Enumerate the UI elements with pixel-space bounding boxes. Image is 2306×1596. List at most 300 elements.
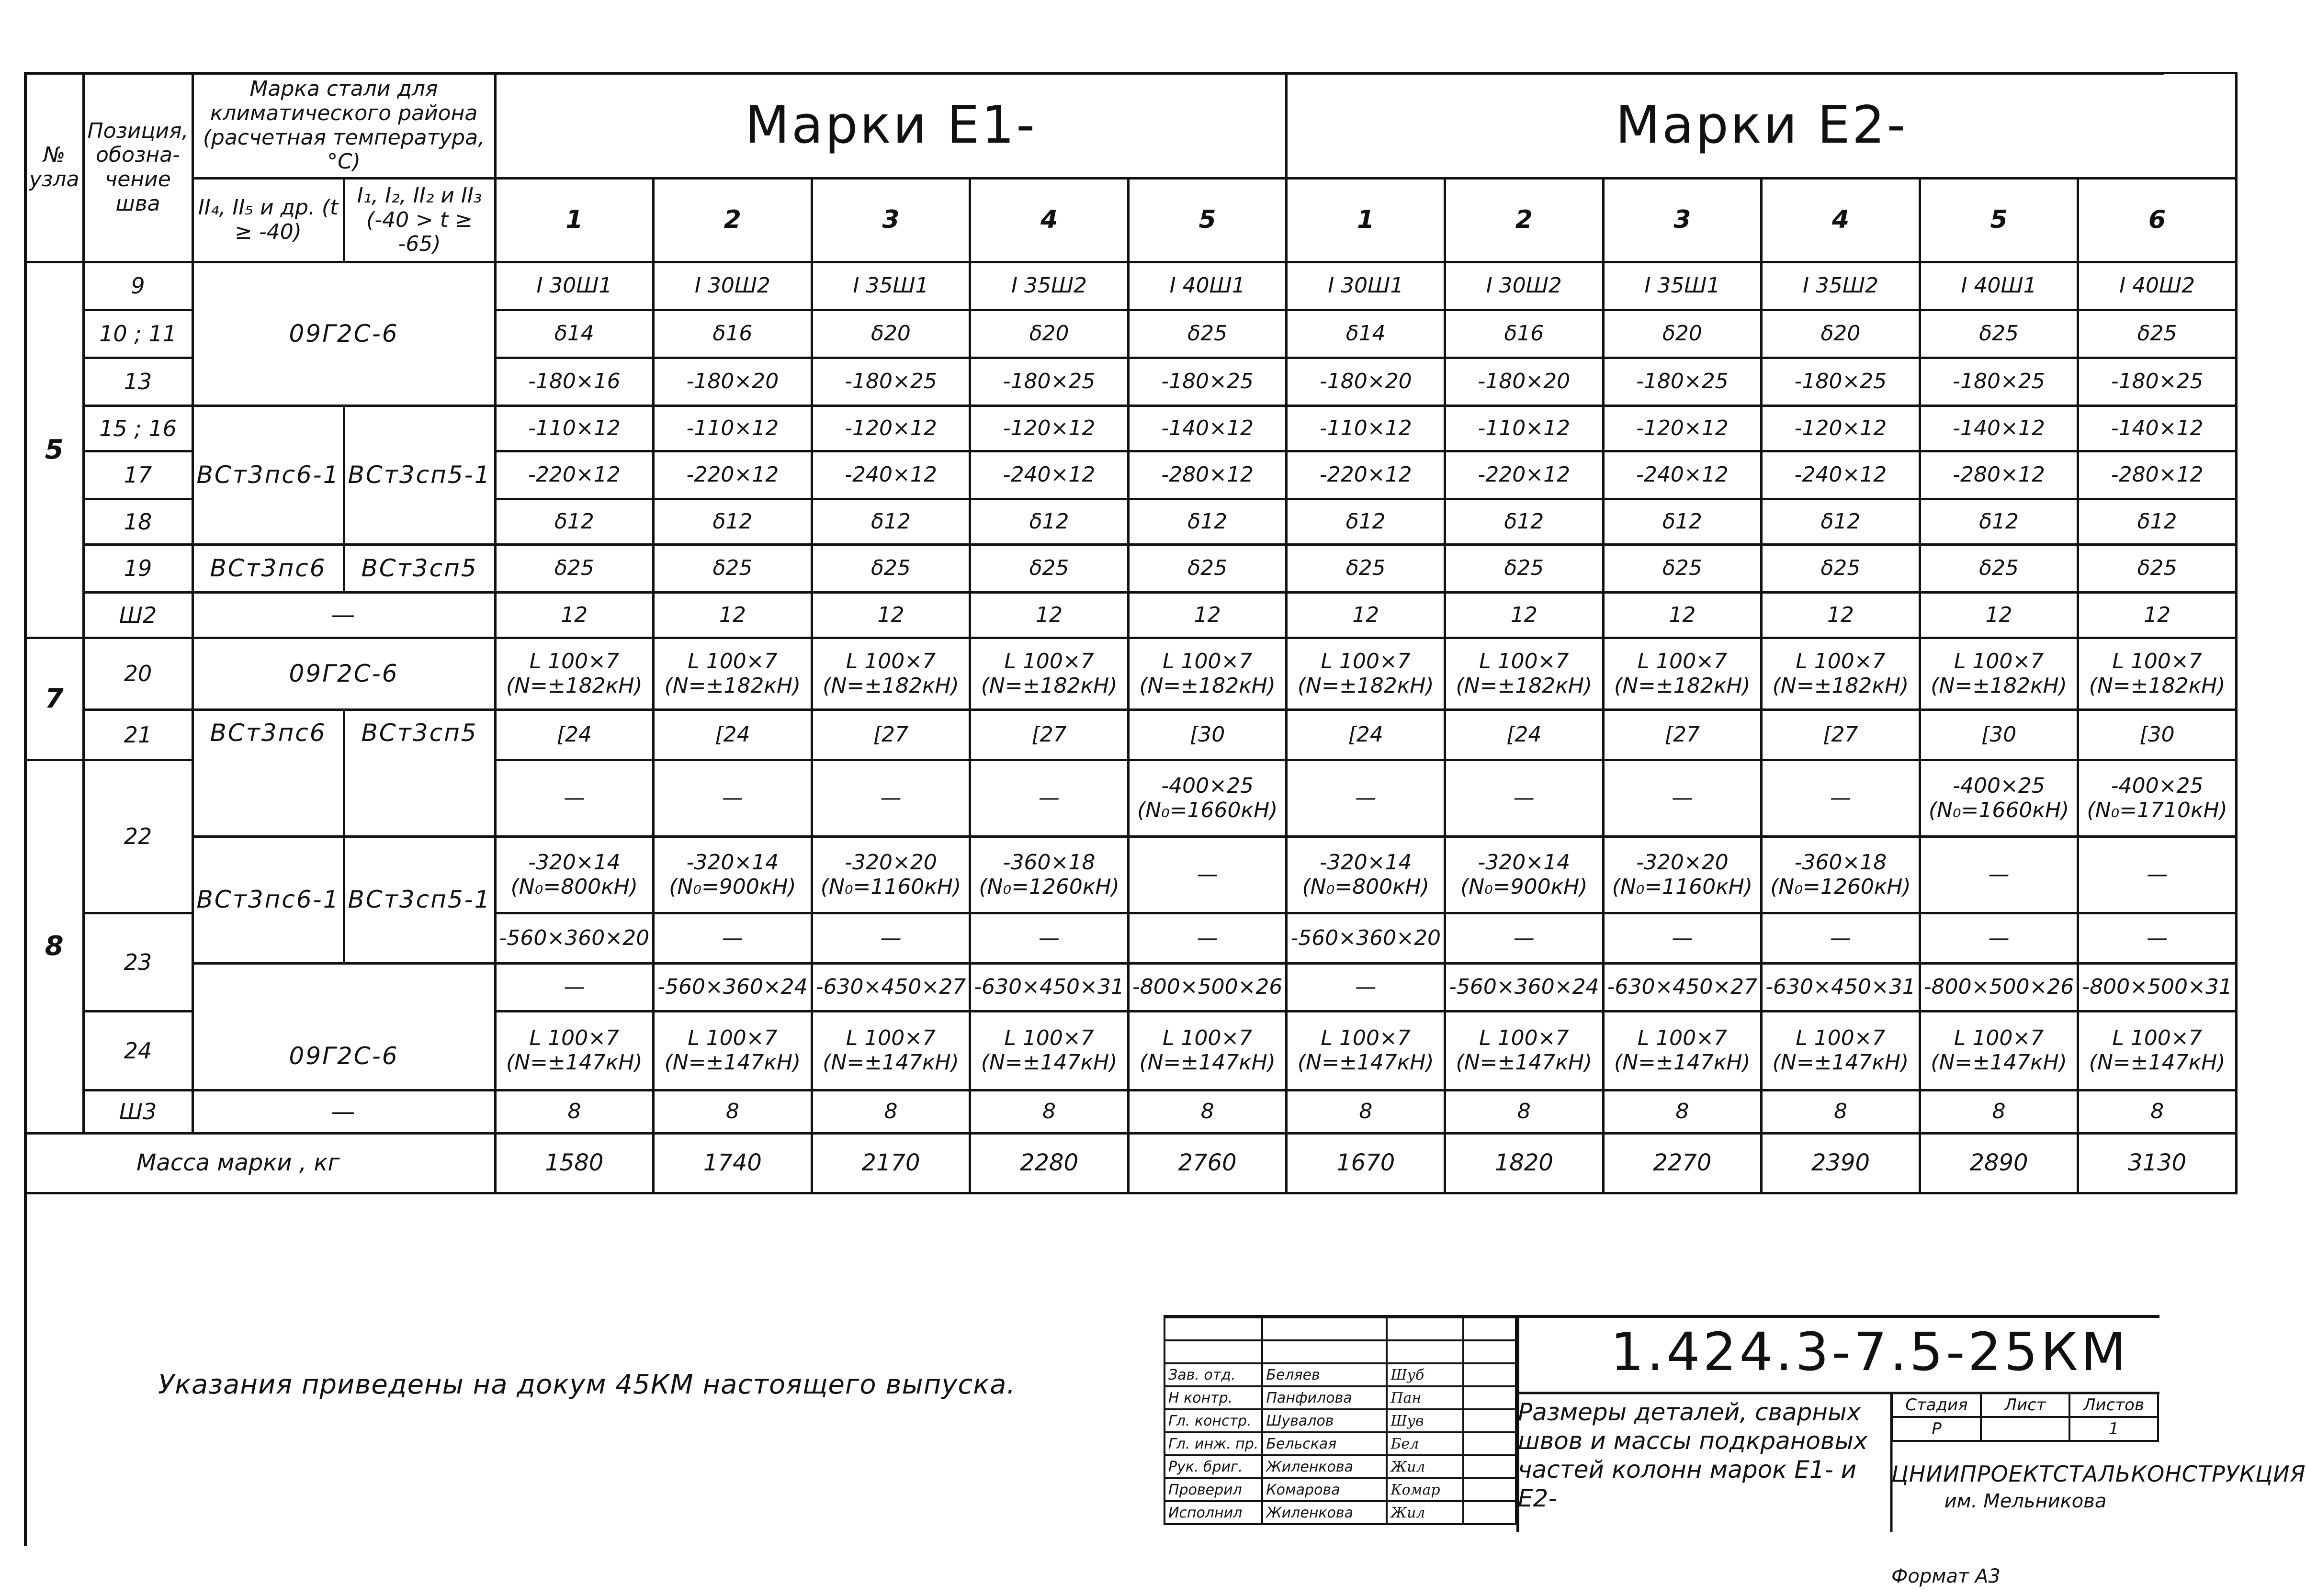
- plate: -320×14: [1478, 850, 1571, 875]
- header-marka-e2: Марки Е2-: [1287, 73, 2236, 179]
- plate: —: [722, 786, 743, 810]
- profile: L 100×7: [1954, 1026, 2044, 1051]
- steel-grade: 09Г2С-6: [192, 964, 495, 1090]
- force: (N₀=1160кН): [1612, 874, 1753, 899]
- cell: -630×450×27: [812, 964, 970, 1012]
- cell: [1603, 1012, 1762, 1090]
- cell: 12: [970, 593, 1129, 638]
- cell: -280×12: [2078, 451, 2237, 499]
- plate: -400×25: [1953, 773, 2045, 798]
- mass-value: 2170: [812, 1134, 970, 1193]
- plate: —: [1355, 786, 1377, 810]
- position: 24: [83, 1012, 192, 1090]
- cell: δ12: [1287, 499, 1445, 545]
- force: (N=±147кН): [2089, 1050, 2226, 1075]
- plate: —: [1513, 786, 1535, 810]
- cell: δ12: [2078, 499, 2237, 545]
- cell: —: [2078, 913, 2237, 964]
- header-node: № узла: [25, 73, 84, 262]
- cell: -110×12: [654, 406, 812, 451]
- cell: [24: [1287, 710, 1445, 760]
- cell: -220×12: [654, 451, 812, 499]
- cell: [1762, 760, 1920, 837]
- sheets-value: 1: [2069, 1417, 2158, 1441]
- cell: δ25: [970, 545, 1129, 593]
- cell: -800×500×26: [1128, 964, 1287, 1012]
- cell: δ12: [1762, 499, 1920, 545]
- cell: [24: [495, 710, 654, 760]
- plate: -320×14: [528, 850, 621, 875]
- cell: —: [1287, 964, 1445, 1012]
- profile: L 100×7: [1479, 1026, 1569, 1051]
- cell: [30: [1920, 710, 2078, 760]
- signature-grid: [1164, 1316, 1517, 1525]
- signature: Шув: [1387, 1409, 1463, 1432]
- cell: -120×12: [1603, 406, 1762, 451]
- cell: [1287, 837, 1445, 913]
- position: 15 ; 16: [83, 406, 192, 451]
- cell: [970, 1012, 1129, 1090]
- cell: -180×25: [2078, 358, 2237, 406]
- position: 22: [83, 760, 192, 913]
- steel-grade-col2: ВСт3сп5-1: [344, 406, 495, 545]
- cell: -180×25: [1920, 358, 2078, 406]
- cell: [1762, 638, 1920, 710]
- cell: —: [495, 964, 654, 1012]
- signature: Пан: [1387, 1386, 1463, 1409]
- force: (N=±147кН): [1614, 1050, 1751, 1075]
- cell: -220×12: [1287, 451, 1445, 499]
- force: (N=±182кН): [823, 673, 959, 698]
- cell: -110×12: [1445, 406, 1604, 451]
- stage-value: Р: [1892, 1417, 1981, 1441]
- force: (N=±182кН): [981, 673, 1118, 698]
- cell: 8: [970, 1090, 1129, 1134]
- position: 23: [83, 913, 192, 1012]
- force: (N=±147кН): [1139, 1050, 1276, 1075]
- cell: -180×25: [812, 358, 970, 406]
- cell: I 30Ш2: [654, 262, 812, 310]
- cell: -630×450×31: [970, 964, 1129, 1012]
- force: (N=±182кН): [664, 673, 801, 698]
- cell: [1445, 638, 1604, 710]
- profile: L 100×7: [1004, 649, 1094, 674]
- cell: -220×12: [1445, 451, 1604, 499]
- plate: —: [1988, 862, 2010, 887]
- cell: [654, 638, 812, 710]
- cell: I 30Ш2: [1445, 262, 1604, 310]
- cell: 12: [1603, 593, 1762, 638]
- cell: [1445, 760, 1604, 837]
- cell: -560×360×20: [1287, 913, 1445, 964]
- force: (N=±147кН): [1931, 1050, 2067, 1075]
- force: (N₀=1710кН): [2087, 798, 2227, 822]
- cell: -180×25: [1762, 358, 1920, 406]
- cell: [30: [2078, 710, 2237, 760]
- profile: L 100×7: [846, 1026, 936, 1051]
- cell: -280×12: [1128, 451, 1287, 499]
- col-e2-2: 2: [1445, 179, 1604, 262]
- role: Гл. инж. пр.: [1164, 1432, 1262, 1455]
- cell: I 35Ш2: [970, 262, 1129, 310]
- cell: -180×25: [970, 358, 1129, 406]
- organization-sub: им. Мельникова: [1944, 1490, 2107, 1512]
- position: Ш3: [83, 1090, 192, 1134]
- table-row: [25, 710, 2237, 760]
- mass-value: 1740: [654, 1134, 812, 1193]
- force: (N₀=900кН): [1460, 874, 1588, 899]
- cell: —: [1762, 913, 1920, 964]
- cell: -560×360×24: [654, 964, 812, 1012]
- role: Проверил: [1164, 1478, 1262, 1501]
- position: 13: [83, 358, 192, 406]
- cell: 12: [495, 593, 654, 638]
- force: (N₀=1160кН): [820, 874, 961, 899]
- cell: I 30Ш1: [1287, 262, 1445, 310]
- plate: -400×25: [1161, 773, 1254, 798]
- cell: [1603, 638, 1762, 710]
- force: (N₀=800кН): [1302, 874, 1429, 899]
- table-row: [25, 593, 2237, 638]
- table-row: [25, 964, 2237, 1012]
- profile: L 100×7: [688, 1026, 778, 1051]
- cell: 8: [1920, 1090, 2078, 1134]
- cell: [1920, 1012, 2078, 1090]
- cell: -630×450×27: [1603, 964, 1762, 1012]
- cell: -140×12: [2078, 406, 2237, 451]
- col-e1-5: 5: [1128, 179, 1287, 262]
- cell: -120×12: [812, 406, 970, 451]
- cell: [495, 760, 654, 837]
- cell: [812, 1012, 970, 1090]
- profile: L 100×7: [1637, 1026, 1728, 1051]
- position: 18: [83, 499, 192, 545]
- cell: [970, 837, 1129, 913]
- cell: [495, 1012, 654, 1090]
- cell: I 35Ш1: [812, 262, 970, 310]
- mass-value: 2760: [1128, 1134, 1287, 1193]
- cell: -120×12: [970, 406, 1129, 451]
- cell: -240×12: [970, 451, 1129, 499]
- plate: —: [1197, 862, 1218, 887]
- cell: [495, 638, 654, 710]
- profile: L 100×7: [1796, 1026, 1886, 1051]
- cell: δ12: [1920, 499, 2078, 545]
- col-e1-4: 4: [970, 179, 1129, 262]
- mass-value: 3130: [2078, 1134, 2237, 1193]
- header-steel-grade: Марка стали для климатического района (расчетная температура, °C): [192, 73, 495, 179]
- cell: I 40Ш2: [2078, 262, 2237, 310]
- position: 21: [83, 710, 192, 760]
- cell: -180×25: [1128, 358, 1287, 406]
- table-row: [25, 1090, 2237, 1134]
- cell: —: [1445, 913, 1604, 964]
- force: (N₀=900кН): [669, 874, 796, 899]
- mass-value: 1670: [1287, 1134, 1445, 1193]
- cell: -560×360×24: [1445, 964, 1604, 1012]
- force: (N=±182кН): [1614, 673, 1751, 698]
- name: Панфилова: [1262, 1386, 1387, 1409]
- cell: -800×500×31: [2078, 964, 2237, 1012]
- cell: δ14: [495, 310, 654, 358]
- cell: 8: [1603, 1090, 1762, 1134]
- role: Исполнил: [1164, 1501, 1262, 1524]
- cell: δ12: [654, 499, 812, 545]
- profile: L 100×7: [2112, 1026, 2202, 1051]
- cell: [27: [1762, 710, 1920, 760]
- cell: [1603, 837, 1762, 913]
- cell: [1128, 638, 1287, 710]
- cell: [1603, 760, 1762, 837]
- profile: L 100×7: [1321, 649, 1411, 674]
- plate: —: [1039, 786, 1060, 810]
- role: Гл. констр.: [1164, 1409, 1262, 1432]
- cell: δ25: [1762, 545, 1920, 593]
- cell: δ16: [1445, 310, 1604, 358]
- position: 17: [83, 451, 192, 499]
- spec-table: [24, 72, 2238, 1194]
- cell: —: [1128, 913, 1287, 964]
- cell: [1445, 1012, 1604, 1090]
- plate: -320×20: [1636, 850, 1729, 875]
- cell: 8: [1287, 1090, 1445, 1134]
- cell: δ25: [1287, 545, 1445, 593]
- cell: δ12: [970, 499, 1129, 545]
- organization-name: ЦНИИПРОЕКТСТАЛЬКОНСТРУКЦИЯ: [1891, 1461, 2306, 1487]
- cell: —: [1920, 913, 2078, 964]
- force: (N=±147кН): [1297, 1050, 1434, 1075]
- cell: δ14: [1287, 310, 1445, 358]
- position: Ш2: [83, 593, 192, 638]
- cell: δ16: [654, 310, 812, 358]
- cell: -180×25: [1603, 358, 1762, 406]
- cell: 12: [654, 593, 812, 638]
- node-number: 8: [25, 760, 84, 1134]
- stage-sheet-table: [1891, 1392, 2159, 1442]
- position: 19: [83, 545, 192, 593]
- cell: -630×450×31: [1762, 964, 1920, 1012]
- mass-value: 2280: [970, 1134, 1129, 1193]
- cell: δ25: [2078, 545, 2237, 593]
- col-e1-2: 2: [654, 179, 812, 262]
- cell: —: [812, 913, 970, 964]
- cell: 8: [495, 1090, 654, 1134]
- cell: δ25: [1603, 545, 1762, 593]
- force: (N=±147кН): [981, 1050, 1118, 1075]
- force: (N=±182кН): [1456, 673, 1593, 698]
- force: (N=±147кН): [506, 1050, 643, 1075]
- table-row: [25, 638, 2237, 710]
- cell: δ12: [1445, 499, 1604, 545]
- signature: Шуб: [1387, 1363, 1463, 1386]
- cell: -140×12: [1128, 406, 1287, 451]
- cell: 12: [812, 593, 970, 638]
- steel-grade-col2: ВСт3сп5: [344, 545, 495, 593]
- cell: -110×12: [1287, 406, 1445, 451]
- cell: 8: [812, 1090, 970, 1134]
- cell: -180×20: [1287, 358, 1445, 406]
- cell: I 35Ш2: [1762, 262, 1920, 310]
- profile: L 100×7: [1321, 1026, 1411, 1051]
- node-number: 5: [25, 262, 84, 638]
- cell: [1287, 760, 1445, 837]
- steel-grade: 09Г2С-6: [192, 638, 495, 710]
- name: Жиленкова: [1262, 1455, 1387, 1478]
- stage-label: Стадия: [1892, 1393, 1981, 1417]
- force: (N=±147кН): [823, 1050, 959, 1075]
- profile: L 100×7: [2112, 649, 2202, 674]
- cell: [812, 638, 970, 710]
- cell: -280×12: [1920, 451, 2078, 499]
- profile: L 100×7: [1637, 649, 1728, 674]
- mass-value: 2270: [1603, 1134, 1762, 1193]
- cell: 12: [2078, 593, 2237, 638]
- name: Бельская: [1262, 1432, 1387, 1455]
- cell: 8: [1445, 1090, 1604, 1134]
- plate: -320×14: [686, 850, 779, 875]
- cell: [1920, 837, 2078, 913]
- sheet-label: Лист: [1981, 1393, 2069, 1417]
- cell: [1762, 837, 1920, 913]
- cell: [27: [1603, 710, 1762, 760]
- cell: -240×12: [1762, 451, 1920, 499]
- force: (N=±182кН): [1297, 673, 1434, 698]
- col-e2-6: 6: [2078, 179, 2237, 262]
- instructions-note: Указания приведены на докум 45КМ настоящего выпуска.: [158, 1369, 1016, 1400]
- cell: -110×12: [495, 406, 654, 451]
- document-code: 1.424.3-7.5-25КМ: [1610, 1321, 2129, 1382]
- cell: [30: [1128, 710, 1287, 760]
- table-row: [25, 406, 2237, 451]
- cell: [1128, 1012, 1287, 1090]
- profile: L 100×7: [529, 1026, 619, 1051]
- steel-grade-col1: ВСт3пс6-1: [192, 406, 344, 545]
- cell: [2078, 837, 2237, 913]
- header-steel-col1: II₄, II₅ и др. (t ≥ -40): [192, 179, 344, 262]
- cell: -240×12: [812, 451, 970, 499]
- col-e2-4: 4: [1762, 179, 1920, 262]
- cell: [1762, 1012, 1920, 1090]
- cell: [1920, 638, 2078, 710]
- steel-grade: —: [192, 593, 495, 638]
- steel-grade: —: [192, 1090, 495, 1134]
- cell: [1287, 638, 1445, 710]
- cell: 8: [654, 1090, 812, 1134]
- force: (N=±147кН): [664, 1050, 801, 1075]
- cell: —: [970, 913, 1129, 964]
- table-row: [25, 837, 2237, 913]
- cell: -180×20: [654, 358, 812, 406]
- plate: -360×18: [1003, 850, 1096, 875]
- cell: δ20: [1762, 310, 1920, 358]
- cell: δ20: [1603, 310, 1762, 358]
- plate: —: [1830, 786, 1851, 810]
- cell: -180×20: [1445, 358, 1604, 406]
- role: Зав. отд.: [1164, 1363, 1262, 1386]
- cell: [654, 760, 812, 837]
- cell: I 35Ш1: [1603, 262, 1762, 310]
- profile: L 100×7: [1162, 1026, 1253, 1051]
- cell: δ20: [970, 310, 1129, 358]
- cell: δ25: [2078, 310, 2237, 358]
- cell: -240×12: [1603, 451, 1762, 499]
- cell: [1287, 1012, 1445, 1090]
- header-position: Позиция, обозна-чение шва: [83, 73, 192, 262]
- mass-value: 2390: [1762, 1134, 1920, 1193]
- col-e2-3: 3: [1603, 179, 1762, 262]
- steel-grade-col1: ВСт3пс6: [192, 545, 344, 593]
- signature: Жил: [1387, 1501, 1463, 1524]
- col-e1-1: 1: [495, 179, 654, 262]
- cell: [2078, 638, 2237, 710]
- force: (N=±182кН): [1772, 673, 1909, 698]
- cell: 12: [1287, 593, 1445, 638]
- cell: 12: [1762, 593, 1920, 638]
- cell: δ12: [812, 499, 970, 545]
- cell: δ12: [1603, 499, 1762, 545]
- signature: Жил: [1387, 1455, 1463, 1478]
- header-marka-e1: Марки Е1-: [495, 73, 1287, 179]
- name: Комарова: [1262, 1478, 1387, 1501]
- mass-value: 1580: [495, 1134, 654, 1193]
- profile: L 100×7: [688, 649, 778, 674]
- cell: [654, 837, 812, 913]
- cell: -120×12: [1762, 406, 1920, 451]
- cell: I 40Ш1: [1920, 262, 2078, 310]
- cell: δ25: [1445, 545, 1604, 593]
- steel-grade-col2: ВСт3сп5: [344, 710, 495, 837]
- cell: [27: [970, 710, 1129, 760]
- cell: 8: [2078, 1090, 2237, 1134]
- format-label: Формат А3: [1891, 1565, 2001, 1587]
- mass-row: [25, 1134, 2237, 1193]
- mass-value: 1820: [1445, 1134, 1604, 1193]
- role: Н контр.: [1164, 1386, 1262, 1409]
- mass-value: 2890: [1920, 1134, 2078, 1193]
- cell: -180×16: [495, 358, 654, 406]
- cell: [27: [812, 710, 970, 760]
- cell: [24: [1445, 710, 1604, 760]
- profile: L 100×7: [1479, 649, 1569, 674]
- steel-grade-col1: ВСт3пс6: [192, 710, 344, 837]
- cell: [1920, 760, 2078, 837]
- sheets-label: Листов: [2069, 1393, 2158, 1417]
- cell: [970, 638, 1129, 710]
- header-steel-col2: I₁, I₂, II₂ и II₃ (-40 > t ≥ -65): [344, 179, 495, 262]
- cell: [495, 837, 654, 913]
- plate: -320×20: [845, 850, 937, 875]
- force: (N=±147кН): [1456, 1050, 1593, 1075]
- signature: Комар: [1387, 1478, 1463, 1501]
- cell: [654, 1012, 812, 1090]
- col-e2-5: 5: [1920, 179, 2078, 262]
- plate: —: [1672, 786, 1693, 810]
- profile: L 100×7: [1162, 649, 1253, 674]
- cell: [2078, 760, 2237, 837]
- profile: L 100×7: [1796, 649, 1886, 674]
- cell: —: [654, 913, 812, 964]
- cell: [2078, 1012, 2237, 1090]
- title-block: [1164, 1316, 2306, 1532]
- cell: δ12: [1128, 499, 1287, 545]
- cell: 12: [1128, 593, 1287, 638]
- force: (N=±182кН): [1931, 673, 2067, 698]
- force: (N=±182кН): [2089, 673, 2226, 698]
- force: (N₀=800кН): [510, 874, 638, 899]
- cell: I 30Ш1: [495, 262, 654, 310]
- cell: I 40Ш1: [1128, 262, 1287, 310]
- force: (N=±182кН): [506, 673, 643, 698]
